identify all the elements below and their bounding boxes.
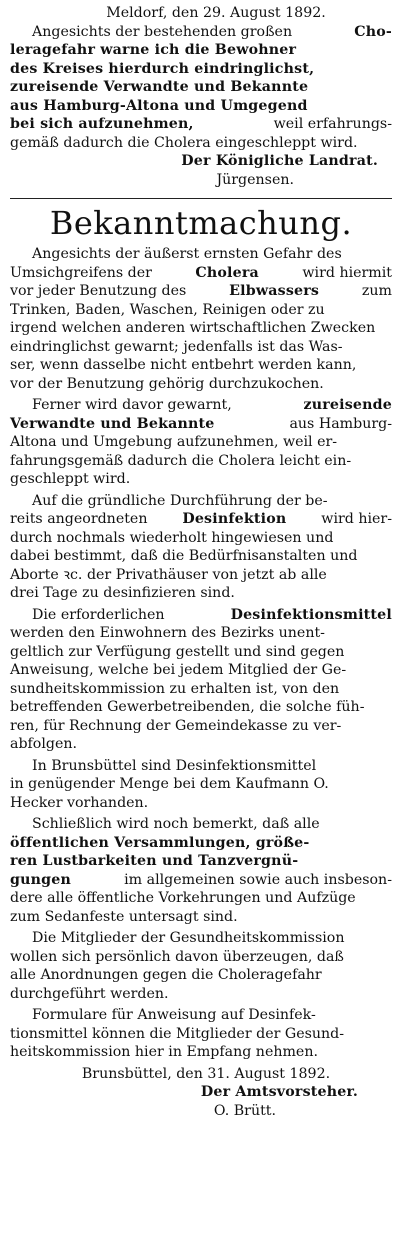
text-line: [10, 815, 392, 834]
text-segment: drei Tage zu desinfizieren sind.: [10, 585, 235, 601]
text-line: [10, 680, 392, 699]
text-line: [10, 948, 392, 967]
text-segment: Aborte ꝛc. der Privathäuser von jetzt ab alle: [10, 566, 327, 583]
text-line: [10, 757, 392, 776]
text-segment: Hecker vorhanden.: [10, 794, 149, 811]
text-segment: weil erfahrungs-: [273, 116, 392, 132]
text-line: [10, 134, 392, 153]
bold-text-segment: Cho-: [354, 23, 392, 40]
text-segment: zum: [361, 283, 392, 299]
text-segment: Die Mitglieder der Gesundheitskommission: [32, 930, 345, 946]
paragraph: [10, 606, 392, 754]
text-line: [10, 624, 392, 643]
text-segment: durchgeführt werden.: [10, 985, 169, 1002]
text-segment: wollen sich persönlich davon überzeugen, daß: [10, 948, 344, 965]
text-segment: reits angeordneten: [10, 511, 148, 527]
text-line: [10, 966, 392, 985]
text-segment: dere alle öffentliche Vorkehrungen und Aufzüge: [10, 890, 356, 906]
text-segment: betreffenden Gewerbetreibenden, die solche füh-: [10, 699, 365, 715]
text-line: [10, 775, 392, 794]
bold-text-segment: öffentlichen Versammlungen, größe-: [10, 834, 310, 851]
text-line: [10, 245, 392, 264]
text-line: [10, 852, 392, 871]
text-line: [10, 606, 392, 625]
text-segment: gemäß dadurch die Cholera eingeschleppt wird.: [10, 134, 358, 151]
text-segment: wird hiermit: [302, 264, 392, 281]
text-line: [10, 698, 392, 717]
text-line: [10, 415, 392, 434]
text-segment: in genügender Menge bei dem Kaufmann O.: [10, 776, 329, 792]
text-segment: In Brunsbüttel sind Desinfektionsmittel: [32, 757, 317, 774]
text-line: [10, 908, 392, 927]
text-line: [10, 60, 392, 79]
paragraph: [10, 492, 392, 603]
text-segment: zum Sedanfeste untersagt sind.: [10, 908, 238, 925]
bold-text-segment: Elbwassers: [229, 283, 320, 299]
text-line: [10, 643, 392, 662]
text-line: [10, 470, 392, 489]
paragraph: [10, 815, 392, 926]
divider-rule: [10, 198, 392, 199]
text-line: [10, 356, 392, 375]
text-line: [10, 547, 392, 566]
text-segment: im allgemeinen sowie auch insbeson-: [124, 871, 392, 888]
text-line: [10, 529, 392, 548]
bold-text-segment: Cholera: [195, 264, 259, 281]
dateline-meldorf: Meldorf, den 29. August 1892.: [106, 5, 326, 21]
text-line: [10, 282, 392, 301]
text-line: [10, 834, 392, 853]
text-segment: tionsmittel können die Mitglieder der Gesund-: [10, 1025, 345, 1042]
text-segment: abfolgen.: [10, 736, 77, 752]
dateline-brunsbuettel: Brunsbüttel, den 31. August 1892.: [81, 1065, 331, 1082]
paragraph: [10, 929, 392, 1003]
text-segment: sundheitskommission zu erhalten ist, von den: [10, 680, 340, 697]
bold-text-segment: bei sich aufzunehmen,: [10, 116, 194, 132]
paragraph: [10, 396, 392, 489]
text-line: [10, 510, 392, 529]
paragraph: [10, 1006, 392, 1062]
text-line: [10, 319, 392, 338]
text-line: [10, 717, 392, 736]
text-line: [10, 338, 392, 357]
heading-bekanntmachung: Bekanntmachung.: [49, 204, 353, 242]
signature-title-landrat: Der Königliche Landrat.: [181, 153, 378, 169]
text-segment: dabei bestimmt, daß die Bedürfnisanstalten und: [10, 548, 358, 564]
bold-text-segment: Desinfektionsmittel: [230, 606, 392, 623]
text-segment: eindringlichst gewarnt; jedenfalls ist das Was-: [10, 338, 343, 355]
text-line: [10, 433, 392, 452]
text-segment: Altona und Umgebung aufzunehmen, weil er-: [10, 434, 338, 450]
bold-text-segment: zureisende: [303, 397, 392, 413]
text-line: [10, 264, 392, 283]
text-line: [10, 452, 392, 471]
signature-title-amtsvorsteher: Der Amtsvorsteher.: [200, 1084, 358, 1100]
paragraph: [10, 245, 392, 393]
paragraph: [10, 757, 392, 813]
text-segment: geschleppt wird.: [10, 471, 131, 487]
notice-landrat-body: [10, 23, 392, 153]
notice-bekanntmachung: [10, 203, 392, 1120]
text-segment: Schließlich wird noch bemerkt, daß alle: [32, 816, 320, 832]
text-segment: heitskommission hier in Empfang nehmen.: [10, 1044, 318, 1060]
signature-name-bruett: O. Brütt.: [213, 1102, 276, 1119]
text-line: [10, 735, 392, 754]
bold-text-segment: ren Lustbarkeiten und Tanzvergnü-: [10, 853, 299, 869]
text-line: [10, 584, 392, 603]
bold-text-segment: leragefahr warne ich die Bewohner: [10, 42, 297, 58]
text-line: [10, 23, 392, 42]
text-line: [10, 492, 392, 511]
text-line: [10, 661, 392, 680]
text-segment: Anweisung, welche bei jedem Mitglied der Ge-: [10, 662, 347, 678]
text-segment: Trinken, Baden, Waschen, Reinigen oder zu: [10, 301, 325, 318]
text-line: [10, 871, 392, 890]
text-segment: irgend welchen anderen wirtschaftlichen Zwecken: [10, 320, 376, 336]
text-segment: geltlich zur Verfügung gestellt und sind gegen: [10, 643, 345, 660]
text-segment: wird hier-: [321, 511, 392, 527]
signature-name-juergensen: Jürgensen.: [216, 171, 294, 188]
text-segment: Angesichts der äußerst ernsten Gefahr des: [32, 246, 342, 262]
text-line: [10, 41, 392, 60]
bold-text-segment: gungen: [10, 871, 72, 888]
text-line: [10, 375, 392, 394]
bold-text-segment: zureisende Verwandte und Bekannte: [10, 79, 309, 95]
text-segment: fahrungsgemäß dadurch die Cholera leicht ein-: [10, 452, 352, 469]
text-segment: durch nochmals wiederholt hingewiesen und: [10, 529, 334, 546]
text-segment: ren, für Rechnung der Gemeindekasse zu ver-: [10, 717, 342, 734]
bold-text-segment: Verwandte und Bekannte: [10, 415, 215, 432]
text-line: [10, 396, 392, 415]
text-line: [10, 1006, 392, 1025]
text-line: [10, 115, 392, 134]
text-line: [10, 985, 392, 1004]
text-segment: Die erforderlichen: [32, 606, 165, 623]
text-segment: Formulare für Anweisung auf Desinfek-: [32, 1007, 316, 1023]
text-segment: ser, wenn dasselbe nicht entbehrt werden kann,: [10, 357, 357, 373]
text-segment: Ferner wird davor gewarnt,: [32, 397, 232, 413]
text-segment: alle Anordnungen gegen die Choleragefahr: [10, 967, 322, 983]
notice-landrat: [10, 4, 392, 189]
text-line: [10, 794, 392, 813]
text-segment: aus Hamburg-: [289, 415, 392, 432]
text-line: [10, 97, 392, 116]
text-line: [10, 889, 392, 908]
text-segment: vor jeder Benutzung des: [10, 283, 187, 299]
notice-bekanntmachung-body: [10, 245, 392, 1065]
text-segment: vor der Benutzung gehörig durchzukochen.: [10, 375, 324, 392]
text-line: [10, 78, 392, 97]
bold-text-segment: aus Hamburg-Altona und Umgegend: [10, 97, 308, 114]
text-line: [10, 301, 392, 320]
text-segment: Auf die gründliche Durchführung der be-: [32, 492, 328, 509]
text-line: [10, 929, 392, 948]
text-line: [10, 566, 392, 585]
text-segment: Umsichgreifens der: [10, 264, 152, 281]
text-segment: Angesichts der bestehenden großen: [32, 23, 293, 40]
bold-text-segment: des Kreises hierdurch eindringlichst,: [10, 60, 315, 77]
bold-text-segment: Desinfektion: [182, 511, 287, 527]
text-segment: werden den Einwohnern des Bezirks unent-: [10, 625, 325, 641]
text-line: [10, 1043, 392, 1062]
text-line: [10, 1025, 392, 1044]
